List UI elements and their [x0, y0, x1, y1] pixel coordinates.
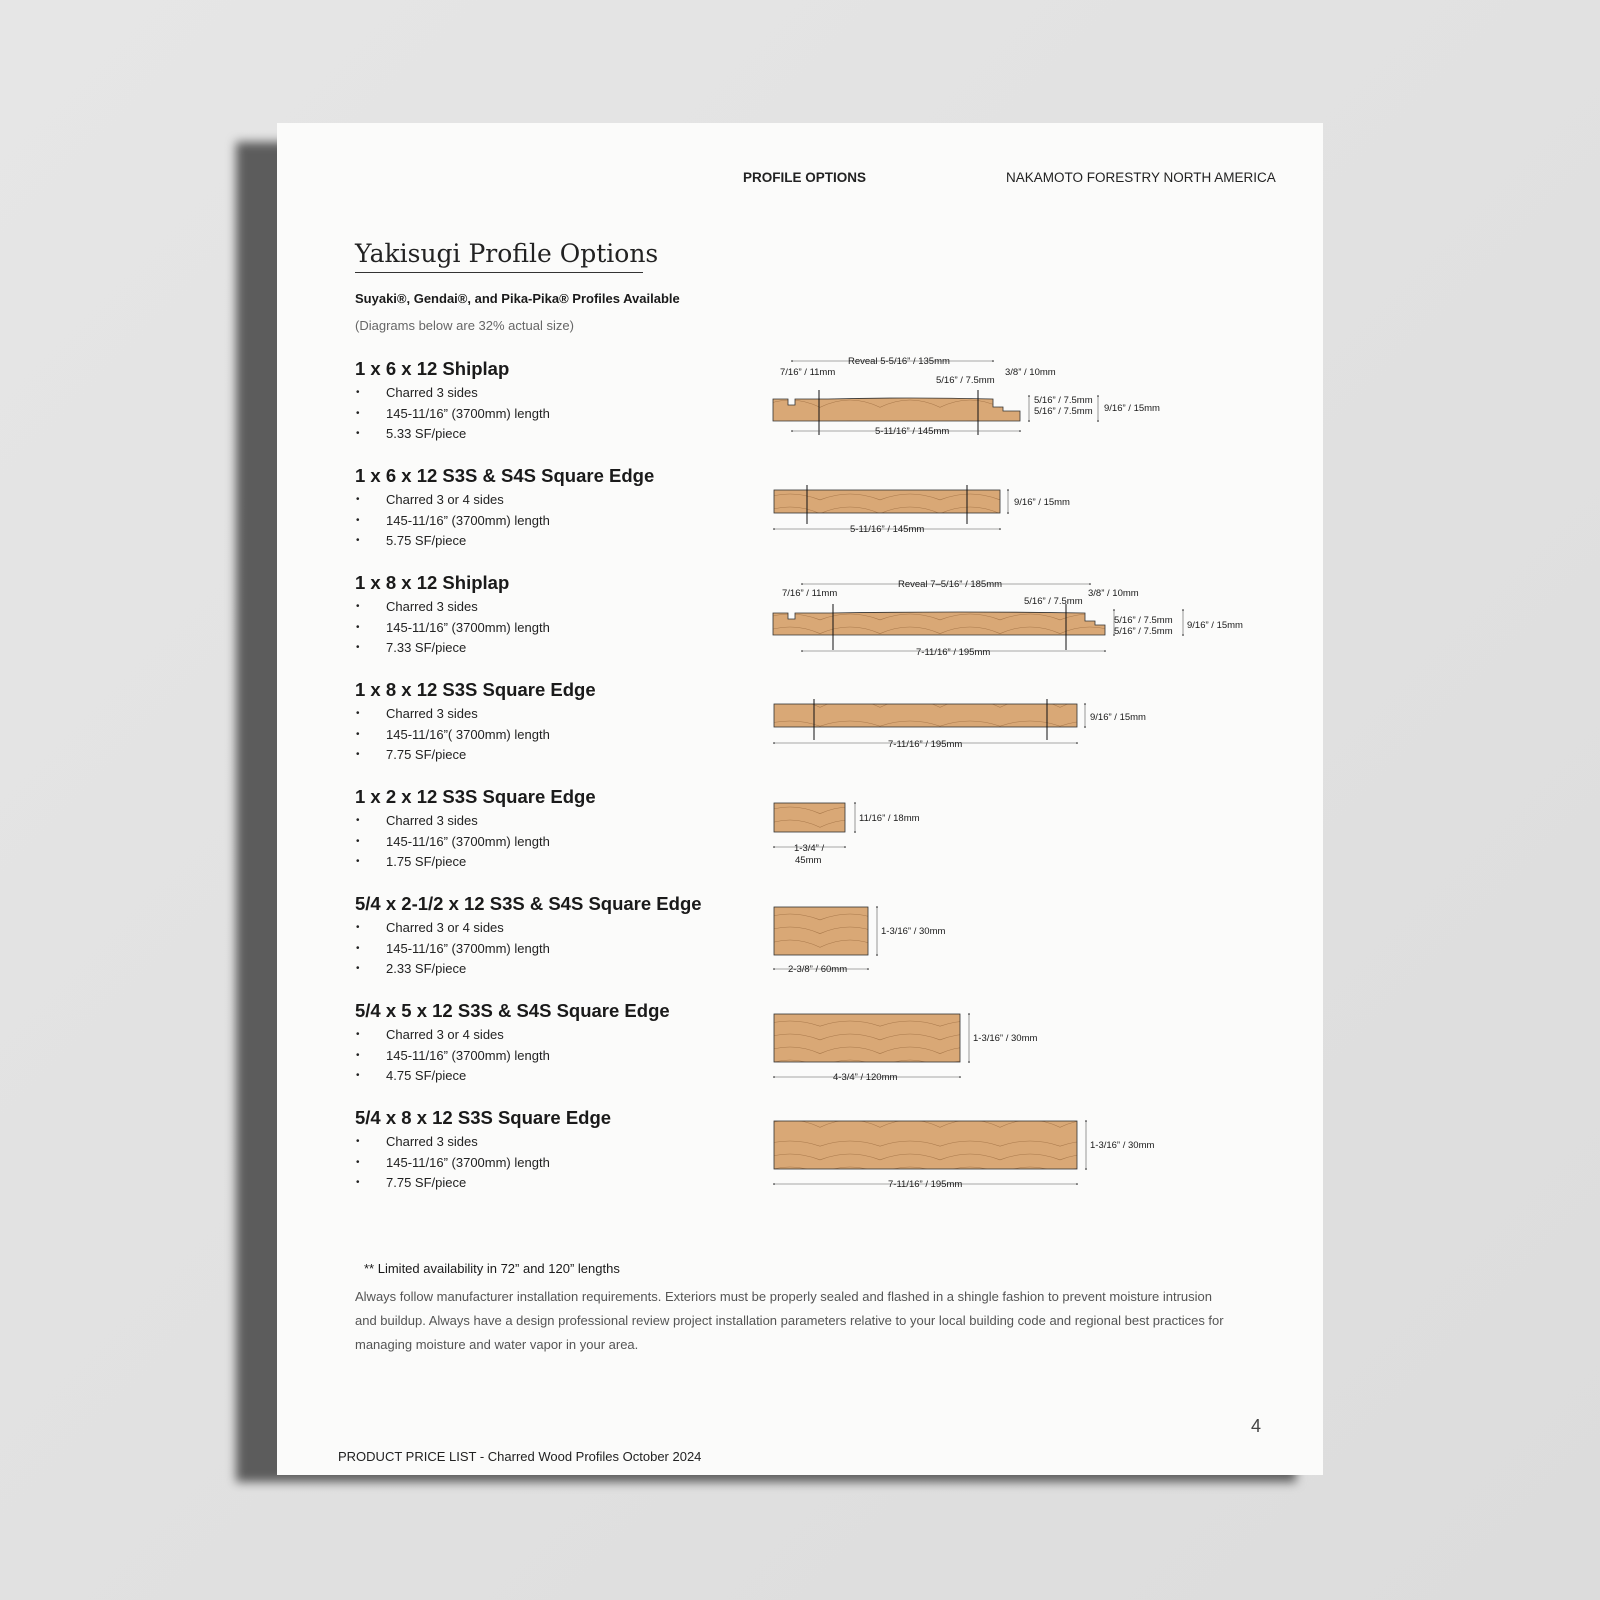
profile-bullet: • 7.33 SF/piece — [355, 638, 550, 659]
profile-bullet: • Charred 3 sides — [355, 1132, 611, 1153]
profile-heading: 1 x 8 x 12 Shiplap — [355, 572, 510, 593]
profile-heading: 1 x 6 x 12 Shiplap — [355, 358, 510, 379]
board-shape — [774, 1014, 960, 1062]
page-footer: PRODUCT PRICE LIST - Charred Wood Profiles October 2024 — [338, 1449, 702, 1464]
page-subtitle: Suyaki®, Gendai®, and Pika-Pika® Profiles Available — [355, 291, 680, 306]
dim-width: 2-3/8” / 60mm — [788, 964, 848, 975]
board-shape — [774, 490, 1000, 513]
profile-bullet: • 145-11/16” (3700mm) length — [355, 939, 702, 960]
profile-heading: 5/4 x 5 x 12 S3S & S4S Square Edge — [355, 1000, 670, 1021]
board-shape — [774, 907, 868, 955]
profile-details — [355, 704, 596, 766]
dim-tongue: 7/16” / 11mm — [782, 588, 838, 599]
dim-width: 7-11/16” / 195mm — [888, 1179, 963, 1190]
profile-details — [355, 383, 550, 445]
dim-thickness: 1-3/16” / 30mm — [881, 926, 946, 937]
diagram-5-4x2-1-2-square-edge — [774, 907, 945, 975]
diagram-1x6-shiplap — [773, 356, 1160, 437]
dim-lower: 5/16” / 7.5mm — [1114, 626, 1173, 637]
profile-details — [355, 597, 550, 659]
dim-thickness: 9/16” / 15mm — [1090, 712, 1146, 723]
profile-bullet: • 4.75 SF/piece — [355, 1066, 670, 1087]
dim-thickness: 9/16” / 15mm — [1187, 620, 1243, 631]
board-shape — [774, 803, 845, 832]
profile-bullet: • 5.75 SF/piece — [355, 531, 654, 552]
profile-bullet: • 145-11/16” (3700mm) length — [355, 1153, 611, 1174]
profile-bullet: • Charred 3 or 4 sides — [355, 1025, 670, 1046]
page-number: 4 — [1251, 1416, 1262, 1436]
dim-tongue: 7/16” / 11mm — [780, 367, 836, 378]
diagram-5-4x8-square-edge — [774, 1121, 1154, 1190]
installation-disclaimer: Always follow manufacturer installation requirements. Exteriors must be properly sealed and flashed in a shingle fashion to prevent moisture intrusion and buildup. Always have a design professional review project installation parameters relative to your local building code and regional best practices for managing moisture and water vapor in your area. — [355, 1289, 1224, 1352]
dim-width: 4-3/4” / 120mm — [833, 1072, 898, 1083]
profile-bullet: • 145-11/16” (3700mm) length — [355, 832, 596, 853]
dim-upper: 5/16” / 7.5mm — [1034, 395, 1093, 406]
profile-details — [355, 490, 654, 552]
profile-bullet: • 7.75 SF/piece — [355, 1173, 611, 1194]
dim-reveal: Reveal 5-5/16” / 135mm — [848, 356, 950, 367]
profile-bullet: • 145-11/16”( 3700mm) length — [355, 725, 596, 746]
diagram-1x8-shiplap — [773, 579, 1243, 658]
dim-reveal: Reveal 7–5/16” / 185mm — [898, 579, 1003, 590]
profile-1x6-square-edge — [355, 465, 654, 552]
dim-thickness: 9/16” / 15mm — [1104, 403, 1160, 414]
scale-note: (Diagrams below are 32% actual size) — [355, 318, 574, 333]
profile-bullet: • Charred 3 sides — [355, 597, 550, 618]
profile-bullet: • 1.75 SF/piece — [355, 852, 596, 873]
profile-1x8-shiplap — [355, 572, 550, 659]
profile-1x6-shiplap — [355, 358, 550, 445]
profile-heading: 1 x 2 x 12 S3S Square Edge — [355, 786, 596, 807]
profile-details — [355, 1025, 670, 1087]
profile-bullet: • Charred 3 sides — [355, 383, 550, 404]
profile-bullet: • 145-11/16” (3700mm) length — [355, 1046, 670, 1067]
diagram-1x8-square-edge — [774, 699, 1146, 750]
profile-bullet: • 145-11/16” (3700mm) length — [355, 404, 550, 425]
dim-thickness: 11/16” / 18mm — [859, 813, 920, 824]
dim-width-mm: 45mm — [795, 855, 822, 866]
dim-width: 7-11/16” / 195mm — [916, 647, 991, 658]
header-company-name: NAKAMOTO FORESTRY NORTH AMERICA — [1006, 170, 1276, 185]
profile-1x8-square-edge — [355, 679, 596, 766]
profile-5-4x2-1-2-square-edge — [355, 893, 702, 980]
header-section-title: PROFILE OPTIONS — [743, 170, 867, 185]
profile-bullet: • Charred 3 sides — [355, 811, 596, 832]
profile-details — [355, 1132, 611, 1194]
profile-1x2-square-edge — [355, 786, 596, 873]
profile-bullet: • 2.33 SF/piece — [355, 959, 702, 980]
dim-lip: 3/8” / 10mm — [1005, 367, 1056, 378]
profile-5-4x8-square-edge — [355, 1107, 611, 1194]
profile-bullet: • 7.75 SF/piece — [355, 745, 596, 766]
diagram-1x6-square-edge — [774, 485, 1070, 535]
dim-width: 1-3/4” / — [794, 843, 825, 854]
dim-lip: 3/8” / 10mm — [1088, 588, 1139, 599]
profile-heading: 5/4 x 2-1/2 x 12 S3S & S4S Square Edge — [355, 893, 702, 914]
profile-5-4x5-square-edge — [355, 1000, 670, 1087]
profile-diagrams — [760, 350, 1280, 1190]
availability-footnote: ** Limited availability in 72” and 120” lengths — [364, 1261, 620, 1276]
dim-thickness: 1-3/16” / 30mm — [973, 1033, 1038, 1044]
dim-width: 5-11/16” / 145mm — [875, 426, 950, 437]
dim-step: 5/16” / 7.5mm — [1024, 596, 1083, 607]
profile-bullet: • 5.33 SF/piece — [355, 424, 550, 445]
profile-bullet: • Charred 3 or 4 sides — [355, 490, 654, 511]
profile-details — [355, 811, 596, 873]
board-shape — [774, 1121, 1077, 1169]
dim-lower: 5/16” / 7.5mm — [1034, 406, 1093, 417]
profile-details — [355, 918, 702, 980]
profile-bullet: • Charred 3 sides — [355, 704, 596, 725]
profile-bullet: • 145-11/16” (3700mm) length — [355, 618, 550, 639]
profile-bullet: • 145-11/16” (3700mm) length — [355, 511, 654, 532]
dim-width: 5-11/16” / 145mm — [850, 524, 925, 535]
dim-upper: 5/16” / 7.5mm — [1114, 615, 1173, 626]
diagram-5-4x5-square-edge — [774, 1014, 1037, 1083]
profile-heading: 1 x 8 x 12 S3S Square Edge — [355, 679, 596, 700]
diagram-1x2-square-edge — [774, 803, 920, 866]
dim-width: 7-11/16” / 195mm — [888, 739, 963, 750]
profile-bullet: • Charred 3 or 4 sides — [355, 918, 702, 939]
page-title: Yakisugi Profile Options — [355, 239, 643, 273]
board-shape — [774, 704, 1077, 727]
profile-heading: 5/4 x 8 x 12 S3S Square Edge — [355, 1107, 612, 1128]
dim-step: 5/16” / 7.5mm — [936, 375, 995, 386]
dim-thickness: 9/16” / 15mm — [1014, 497, 1070, 508]
board-shape — [773, 398, 1020, 421]
dim-thickness: 1-3/16” / 30mm — [1090, 1140, 1155, 1151]
board-shape — [773, 612, 1105, 635]
profile-heading: 1 x 6 x 12 S3S & S4S Square Edge — [355, 465, 655, 486]
